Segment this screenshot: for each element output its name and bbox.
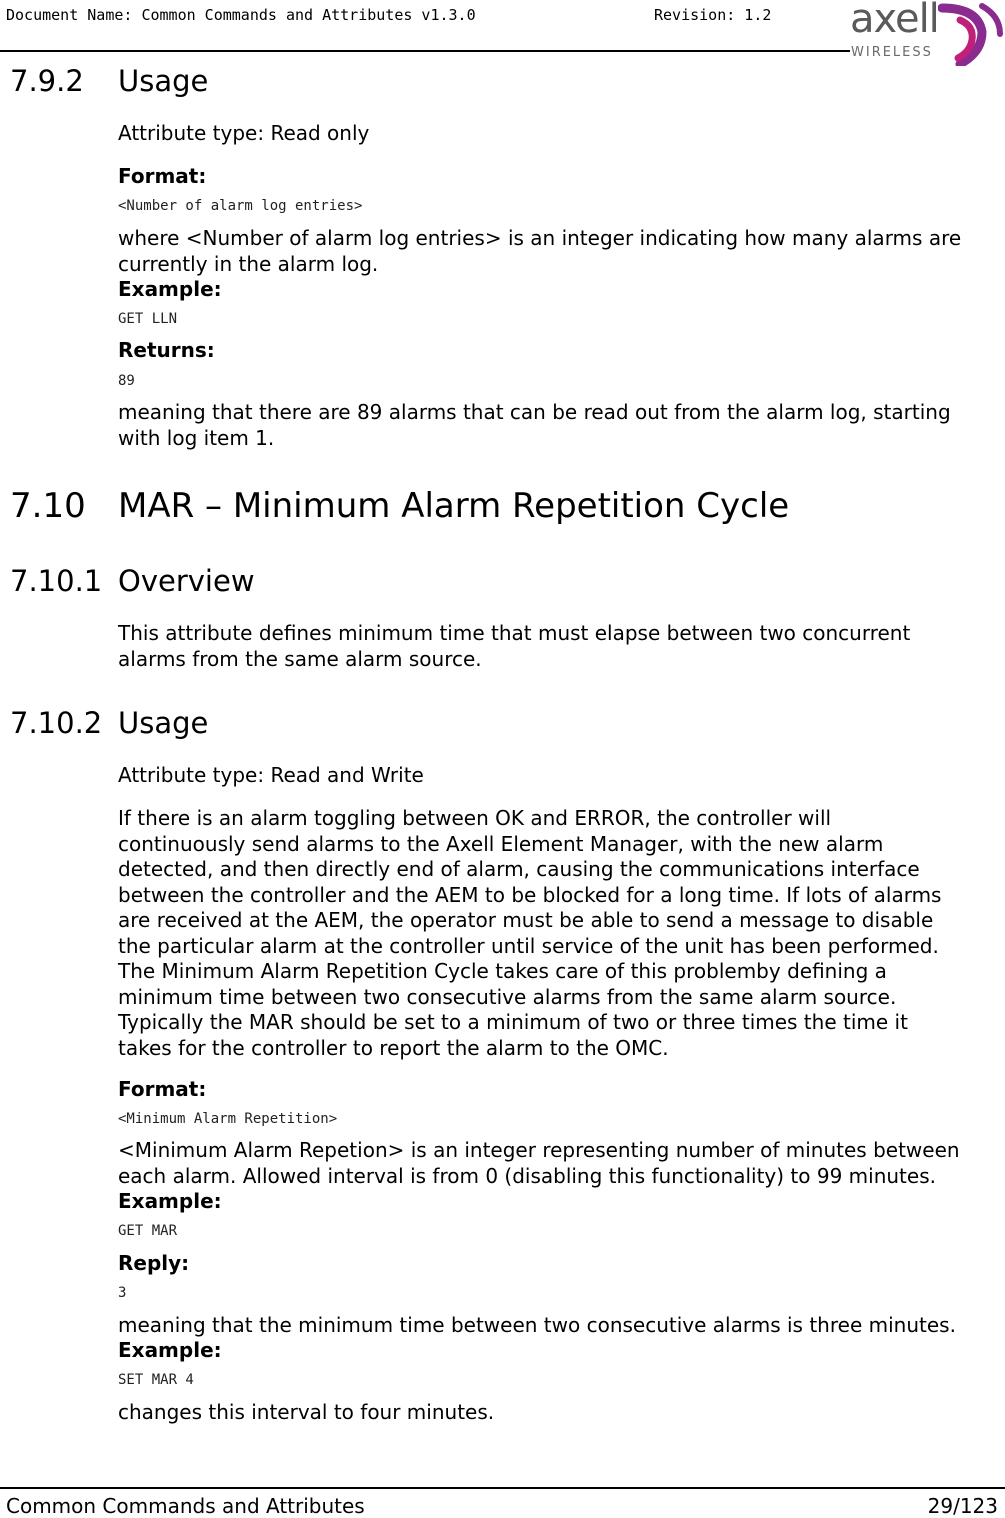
page-header (0, 0, 1005, 60)
text-line: Typically the MAR should be set to a minimum of two or three times the time it (118, 1010, 908, 1034)
format-label: Format: (118, 1077, 207, 1101)
text-line: are received at the AEM, the operator must be able to send a message to disable (118, 908, 934, 932)
section-number: 7.10.1 (10, 564, 103, 598)
format-code: <Minimum Alarm Repetition> (118, 1111, 338, 1127)
example2-description: changes this interval to four minutes. (118, 1400, 495, 1424)
reply-label: Reply: (118, 1251, 190, 1275)
document-name: Document Name: Common Commands and Attributes v1.3.0 (6, 6, 476, 24)
footer-title: Common Commands and Attributes (6, 1494, 365, 1518)
example-label: Example: (118, 1189, 222, 1213)
heading-7-10-1 (10, 564, 255, 598)
attribute-type: Attribute type: Read and Write (118, 763, 424, 787)
text-line: between the controller and the AEM to be blocked for a long time. If lots of alarms (118, 882, 942, 907)
heading-7-9-2 (10, 64, 208, 98)
text-line: currently in the alarm log. (118, 251, 379, 276)
logo-arcs-icon (938, 2, 1004, 66)
section-number: 7.10 (10, 486, 86, 526)
usage-paragraph (118, 806, 1005, 1061)
text-line: minimum time between two consecutive alarms from the same alarm source. (118, 984, 897, 1009)
section-number: 7.9.2 (10, 64, 84, 98)
example2-code: SET MAR 4 (118, 1372, 194, 1388)
text-line: <Minimum Alarm Repetion> is an integer representing number of minutes between (118, 1138, 960, 1162)
heading-7-10-2 (10, 706, 208, 740)
reply-code: 3 (118, 1285, 127, 1301)
attribute-type: Attribute type: Read only (118, 121, 370, 145)
returns-code: 89 (118, 373, 135, 389)
text-line: continuously send alarms to the Axell Element Manager, with the new alarm (118, 831, 884, 856)
text-line: meaning that there are 89 alarms that can be read out from the alarm log, starting (118, 400, 951, 424)
example2-label: Example: (118, 1338, 222, 1362)
text-line: with log item 1. (118, 425, 275, 450)
returns-description (118, 400, 1005, 451)
format-code: <Number of alarm log entries> (118, 198, 363, 214)
example-code: GET MAR (118, 1223, 178, 1239)
text-line: This attribute defines minimum time that must elapse between two concurrent (118, 621, 911, 645)
logo-wordmark: axell (850, 0, 939, 42)
section-title: Usage (118, 706, 209, 740)
example-label: Example: (118, 277, 222, 301)
format-description (118, 226, 1005, 277)
text-line: where <Number of alarm log entries> is an integer indicating how many alarms are (118, 226, 962, 250)
format-description (118, 1138, 1005, 1189)
section-title: Usage (118, 64, 209, 98)
revision: Revision: 1.2 (654, 6, 772, 24)
section-title: MAR – Minimum Alarm Repetition Cycle (118, 486, 790, 526)
header-rule (0, 50, 850, 52)
text-line: The Minimum Alarm Repetition Cycle takes care of this problemby defining a (118, 959, 887, 983)
format-label: Format: (118, 164, 207, 188)
section-number: 7.10.2 (10, 706, 103, 740)
text-line: the particular alarm at the controller until service of the unit has been performed. (118, 933, 939, 958)
axell-wireless-logo (848, 0, 1005, 66)
text-line: If there is an alarm toggling between OK and ERROR, the controller will (118, 806, 832, 830)
section-title: Overview (118, 564, 255, 598)
overview-description (118, 621, 1005, 672)
page-number: 29/123 (927, 1494, 998, 1518)
returns-label: Returns: (118, 338, 215, 362)
logo-subtitle: WIRELESS (851, 45, 933, 60)
text-line: takes for the controller to report the alarm to the OMC. (118, 1035, 669, 1060)
text-line: detected, and then directly end of alarm, causing the communications interface (118, 857, 920, 881)
example-code: GET LLN (118, 311, 178, 327)
text-line: alarms from the same alarm source. (118, 646, 482, 671)
footer-rule (0, 1487, 1005, 1489)
reply-description: meaning that the minimum time between two consecutive alarms is three minutes. (118, 1313, 956, 1337)
heading-7-10 (10, 486, 789, 526)
text-line: each alarm. Allowed interval is from 0 (disabling this functionality) to 99 minutes. (118, 1163, 936, 1188)
